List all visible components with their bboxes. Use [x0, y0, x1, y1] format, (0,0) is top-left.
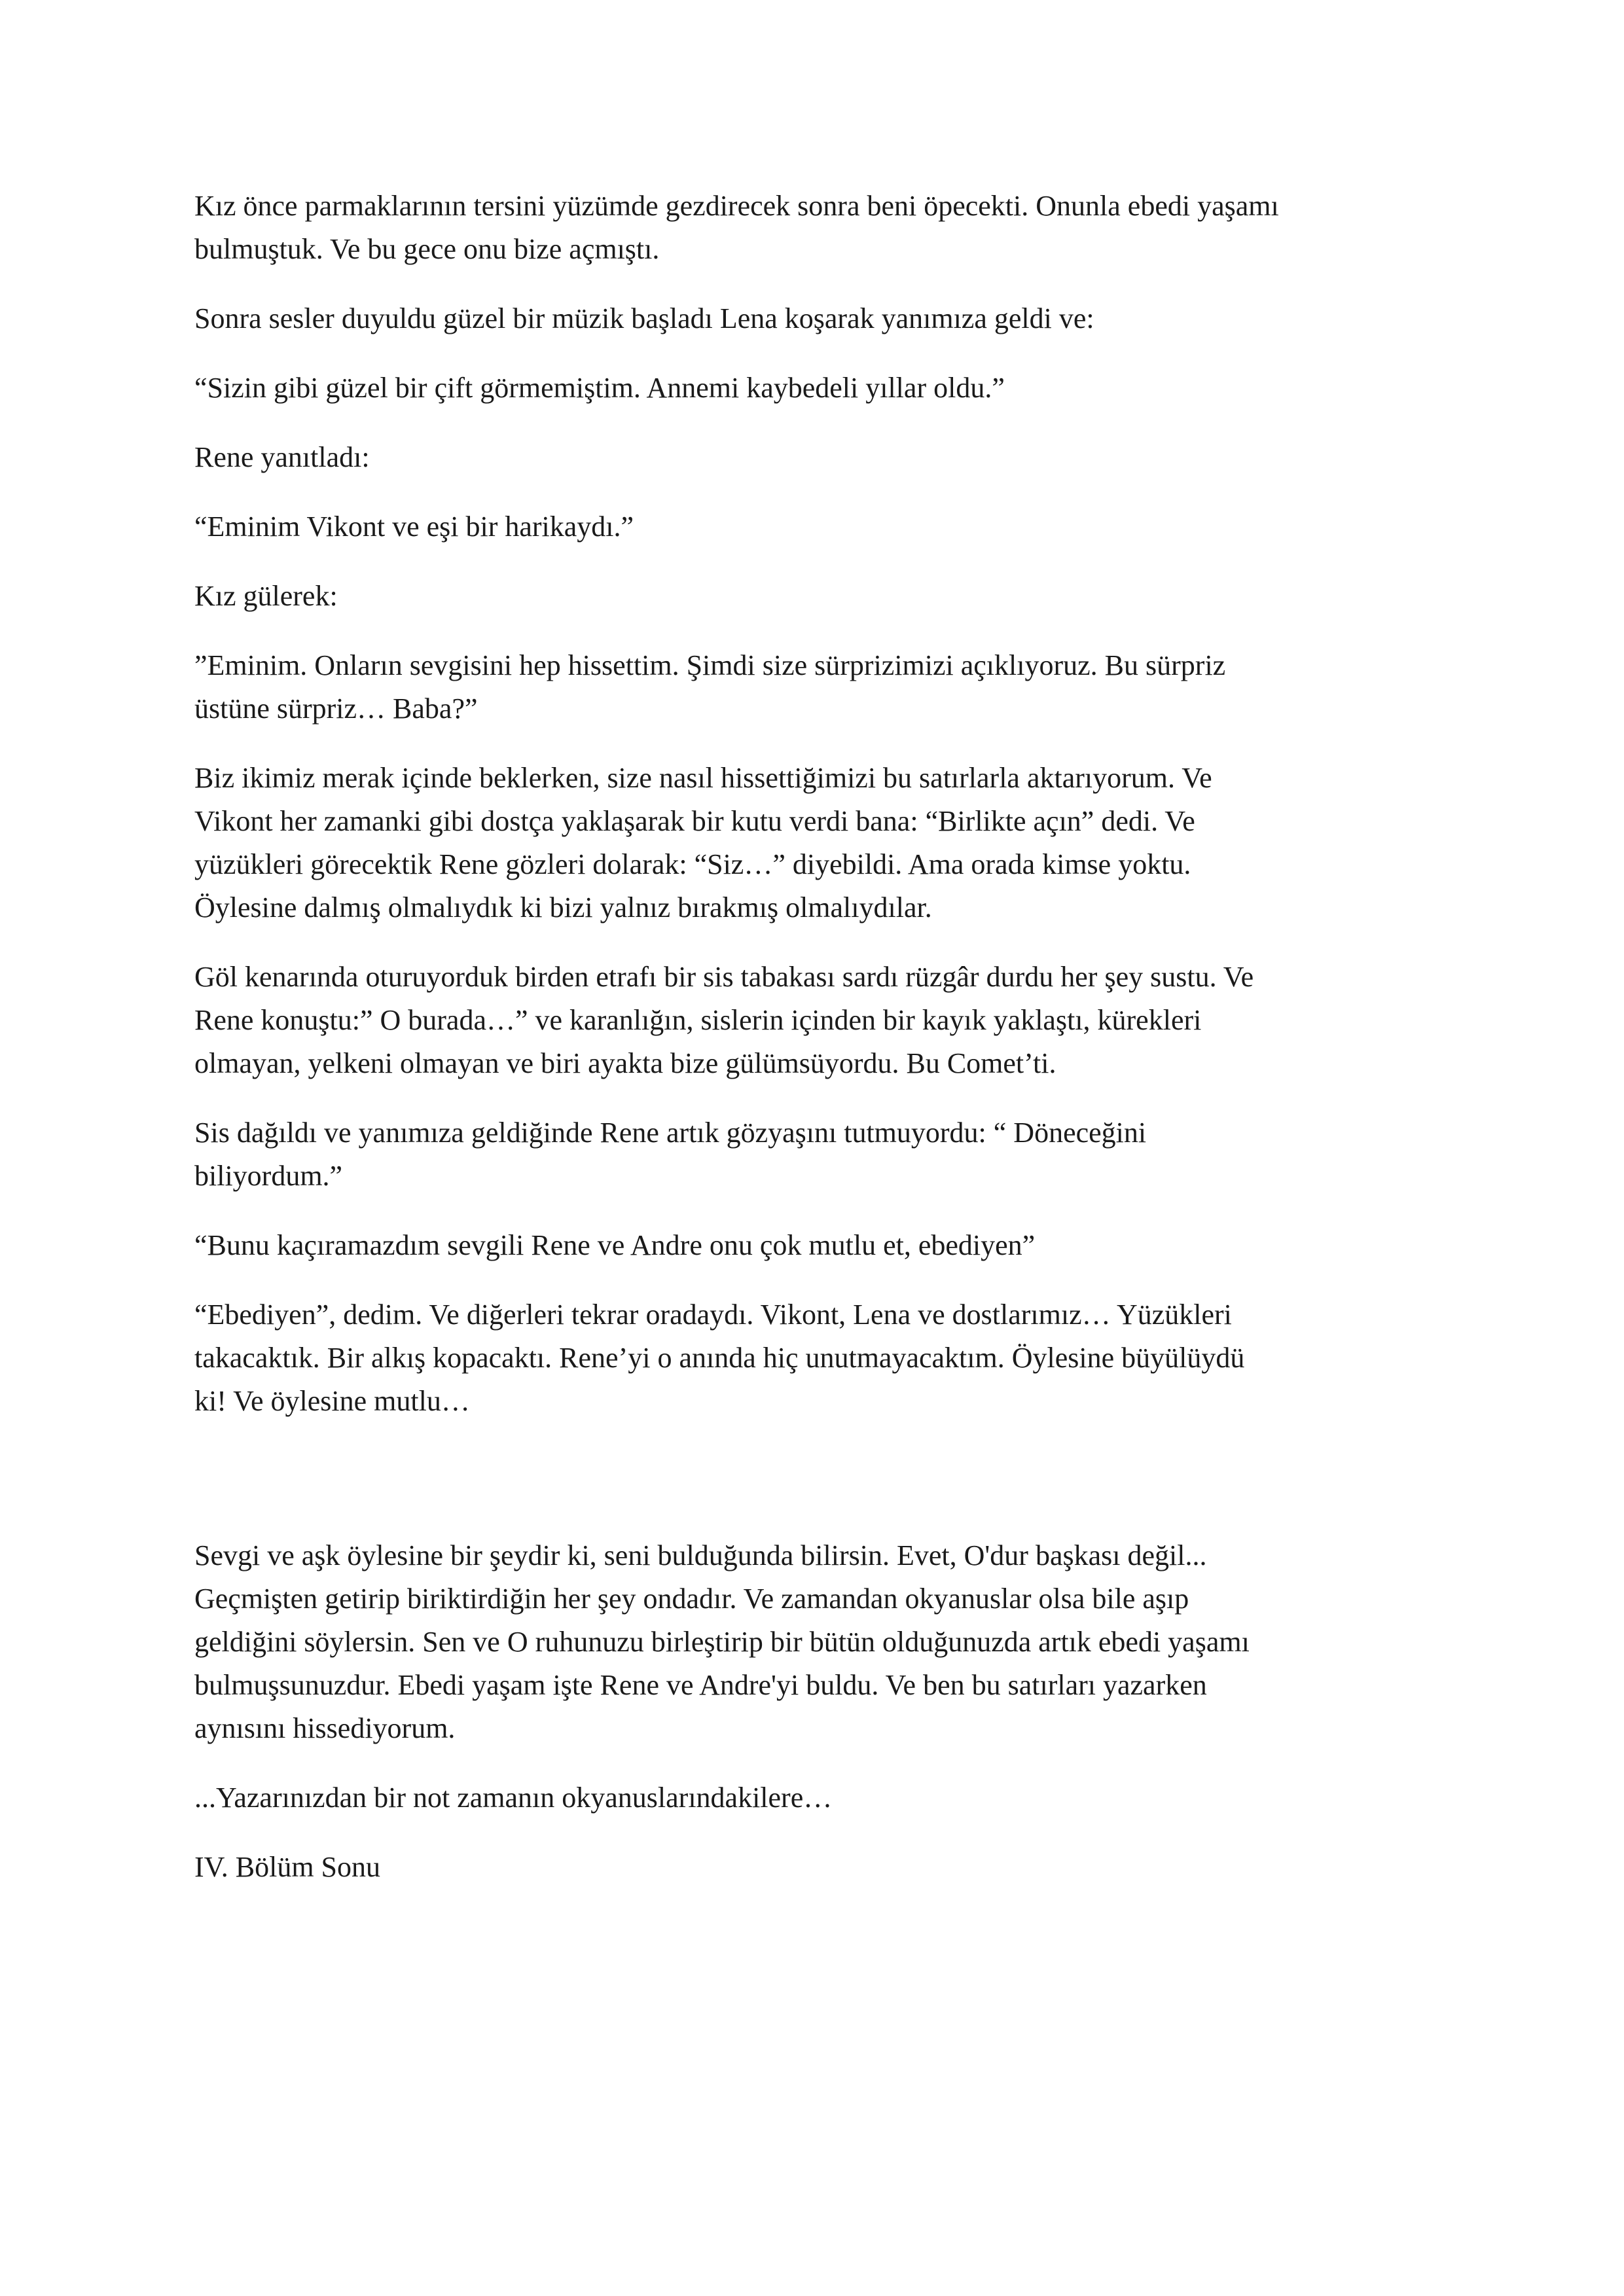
paragraph: “Eminim Vikont ve eşi bir harikaydı.” — [194, 511, 634, 543]
paragraph: “Sizin gibi güzel bir çift görmemiştim. Annemi kaybedeli yıllar oldu.” — [194, 372, 1005, 404]
paragraph: Sonra sesler duyuldu güzel bir müzik başladı Lena koşarak yanımıza geldi ve: — [194, 302, 1094, 334]
paragraph: Göl kenarında oturuyorduk birden etrafı bir sis tabakası sardı rüzgâr durdu her şey sustu. Ve Rene konuştu:” O burada…” ve karanlığın, sislerin içinden bir kayık yaklaştı, kürekleri olmayan, yelkeni olmayan ve biri ayakta bize gülümsüyordu. Bu Comet’ti. — [194, 961, 1254, 1079]
author-signoff: ...Yazarınızdan bir not zamanın okyanuslarındakilere… — [194, 1782, 833, 1814]
author-note-paragraph: Sevgi ve aşk öylesine bir şeydir ki, seni bulduğunda bilirsin. Evet, O'dur başkası değil... Geçmişten getirip biriktirdiğin her şey ondadır. Ve zamandan okyanuslar olsa bile aşıp geldiğini söylersin. Sen ve O ruhunuzu birleştirip bir bütün olduğunuzda artık ebedi yaşamı bulmuşsunuzdur. Ebedi yaşam işte Rene ve Andre'yi buldu. Ve ben bu satırları yazarken aynısını hissediyorum. — [194, 1539, 1250, 1744]
paragraph: Rene yanıtladı: — [194, 441, 370, 473]
paragraph: “Bunu kaçıramazdım sevgili Rene ve Andre onu çok mutlu et, ebediyen” — [194, 1229, 1036, 1261]
chapter-end: IV. Bölüm Sonu — [194, 1851, 381, 1883]
paragraph: Sis dağıldı ve yanımıza geldiğinde Rene artık gözyaşını tutmuyordu: “ Döneceğini biliyordum.” — [194, 1117, 1147, 1192]
paragraph: ”Eminim. Onların sevgisini hep hissettim. Şimdi size sürprizimizi açıklıyoruz. Bu sürpriz üstüne sürpriz… Baba?” — [194, 649, 1226, 725]
body-text — [194, 185, 1471, 1915]
paragraph: “Ebediyen”, dedim. Ve diğerleri tekrar oradaydı. Vikont, Lena ve dostlarımız… Yüzükleri takacaktık. Bir alkış kopacaktı. Rene’yi o anında hiç unutmayacaktım. Öylesine büyülüydü ki! Ve öylesine mutlu… — [194, 1299, 1245, 1417]
paragraph: Kız önce parmaklarının tersini yüzümde gezdirecek sonra beni öpecekti. Onunla ebedi yaşamı bulmuştuk. Ve bu gece onu bize açmıştı. — [194, 190, 1279, 265]
paragraph: Biz ikimiz merak içinde beklerken, size nasıl hissettiğimizi bu satırlarla aktarıyorum. Ve Vikont her zamanki gibi dostça yaklaşarak bir kutu verdi bana: “Birlikte açın” dedi. Ve yüzükleri görecektik Rene gözleri dolarak: “Siz…” diyebildi. Ama orada kimse yoktu. Öylesine dalmış olmalıydık ki bizi yalnız bırakmış olmalıydılar. — [194, 762, 1212, 924]
paragraph: Kız gülerek: — [194, 580, 338, 612]
section-gap — [194, 1449, 1471, 1534]
